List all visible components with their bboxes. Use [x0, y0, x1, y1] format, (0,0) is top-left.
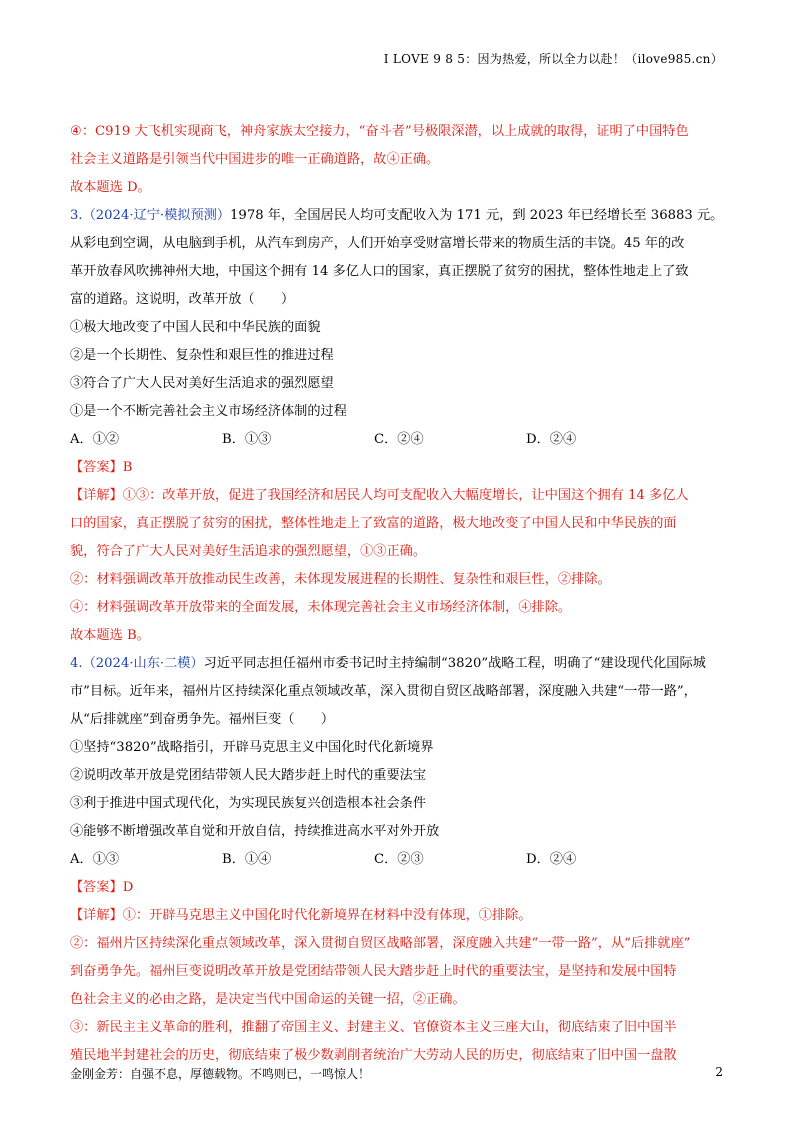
- q2-analysis-line: ④：C919 大飞机实现商飞，神舟家族太空接力，“奋斗者”号极限深潜，以上成就的取得，证明了中国特色: [70, 124, 689, 139]
- page-number: 2: [715, 1065, 723, 1079]
- q3-stem-text: 1978 年，全国居民人均可支配收入为 171 元，到 2023 年已经增长至 36883 元。: [230, 208, 724, 223]
- footer-motto: 金刚金芳：自强不息，厚德载物。不鸣则已，一鸣惊人！: [70, 1067, 371, 1081]
- q3-option-a: A．①②: [70, 432, 120, 447]
- q4-option-d: D．②④: [526, 852, 577, 867]
- q4-source: （2024·山东·二模）: [82, 656, 204, 671]
- q3-answer: 【答案】B: [70, 460, 133, 475]
- q2-conclusion: 故本题选 D。: [70, 180, 151, 195]
- q3-stem-line: [70, 202, 725, 230]
- q4-analysis-line: ②：福州片区持续深化重点领域改革，深入贯彻自贸区战略部署，深度融入共建“一带一路”，从“后排就座”: [70, 936, 691, 951]
- q4-analysis-line: 殖民地半封建社会的历史，彻底结束了极少数剥削者统治广大劳动人民的历史，彻底结束了旧中国一盘散: [70, 1048, 677, 1063]
- q3-number: 3.: [70, 208, 83, 223]
- q4-option-c: C．②③: [374, 852, 424, 867]
- q3-stem-line: 富的道路。这说明，改革开放（ ）: [70, 292, 295, 307]
- q3-analysis-line: ④：材料强调改革开放带来的全面发展，未体现完善社会主义市场经济体制，④排除。: [70, 600, 572, 615]
- q4-stem-line: 从“后排就座”到奋勇争先。福州巨变（ ）: [70, 712, 335, 727]
- q4-stem-line: 市”目标。近年来，福州片区持续深化重点领域改革，深入贯彻自贸区战略部署，深度融入共建“一带一路”，: [70, 684, 697, 699]
- q3-stem-line: 从彩电到空调，从电脑到手机，从汽车到房产，人们开始享受财富增长带来的物质生活的丰饶。45 年的改: [70, 236, 685, 251]
- q2-analysis-line: 社会主义道路是引领当代中国进步的唯一正确道路，故④正确。: [70, 152, 440, 167]
- q3-source: （2024·辽宁·模拟预测）: [82, 208, 231, 223]
- q4-analysis-line: 到奋勇争先。福州巨变说明改革开放是党团结带领人民大踏步赶上时代的重要法宝，是坚持和发展中国特: [70, 964, 677, 979]
- q4-answer: 【答案】D: [70, 880, 134, 895]
- q4-analysis-line: 【详解】①：开辟马克思主义中国化时代化新境界在材料中没有体现，①排除。: [70, 908, 532, 923]
- q3-options: [70, 426, 725, 454]
- q3-analysis-line: 【详解】①③：改革开放，促进了我国经济和居民人均可支配收入大幅度增长，让中国这个拥有 14 多亿人: [70, 488, 689, 503]
- q3-item: ③符合了广大人民对美好生活追求的强烈愿望: [70, 376, 334, 391]
- q3-option-d: D．②④: [526, 432, 577, 447]
- q3-item: ②是一个长期性、复杂性和艰巨性的推进过程: [70, 348, 334, 363]
- q3-conclusion: 故本题选 B。: [70, 628, 150, 643]
- q4-item: ②说明改革开放是党团结带领人民大踏步赶上时代的重要法宝: [70, 768, 427, 783]
- q4-options: [70, 846, 725, 874]
- page-header: I LOVE 9 8 5：因为热爱，所以全力以赴！（ilove985.cn）: [383, 52, 723, 66]
- q3-option-c: C．②④: [374, 432, 424, 447]
- q3-item: ①是一个不断完善社会主义市场经济体制的过程: [70, 404, 347, 419]
- q3-stem-line: 革开放春风吹拂神州大地，中国这个拥有 14 多亿人口的国家，真正摆脱了贫穷的困扰，整体性地走上了致: [70, 264, 689, 279]
- q4-stem-text: 习近平同志担任福州市委书记时主持编制“3820”战略工程，明确了“建设现代化国际城: [203, 656, 706, 671]
- q3-analysis-line: ②：材料强调改革开放推动民生改善，未体现发展进程的长期性、复杂性和艰巨性，②排除。: [70, 572, 611, 587]
- q4-option-b: B．①④: [222, 852, 272, 867]
- q4-option-a: A．①③: [70, 852, 120, 867]
- q4-stem-line: [70, 650, 725, 678]
- q4-item: ④能够不断增强改革自觉和开放自信，持续推进高水平对外开放: [70, 824, 440, 839]
- q3-option-b: B．①③: [222, 432, 272, 447]
- q4-number: 4.: [70, 656, 83, 671]
- q4-item: ③利于推进中国式现代化，为实现民族复兴创造根本社会条件: [70, 796, 427, 811]
- q3-analysis-line: 口的国家，真正摆脱了贫穷的困扰，整体性地走上了致富的道路，极大地改变了中国人民和中华民族的面: [70, 516, 677, 531]
- q4-analysis-line: ③：新民主主义革命的胜利，推翻了帝国主义、封建主义、官僚资本主义三座大山，彻底结束了旧中国半: [70, 1020, 677, 1035]
- q4-item: ①坚持“3820”战略指引，开辟马克思主义中国化时代化新境界: [70, 740, 434, 755]
- q3-analysis-line: 貌，符合了广大人民对美好生活追求的强烈愿望，①③正确。: [70, 544, 427, 559]
- q3-item: ①极大地改变了中国人民和中华民族的面貌: [70, 320, 321, 335]
- page-content: [70, 118, 725, 1070]
- q4-analysis-line: 色社会主义的必由之路，是决定当代中国命运的关键一招，②正确。: [70, 992, 466, 1007]
